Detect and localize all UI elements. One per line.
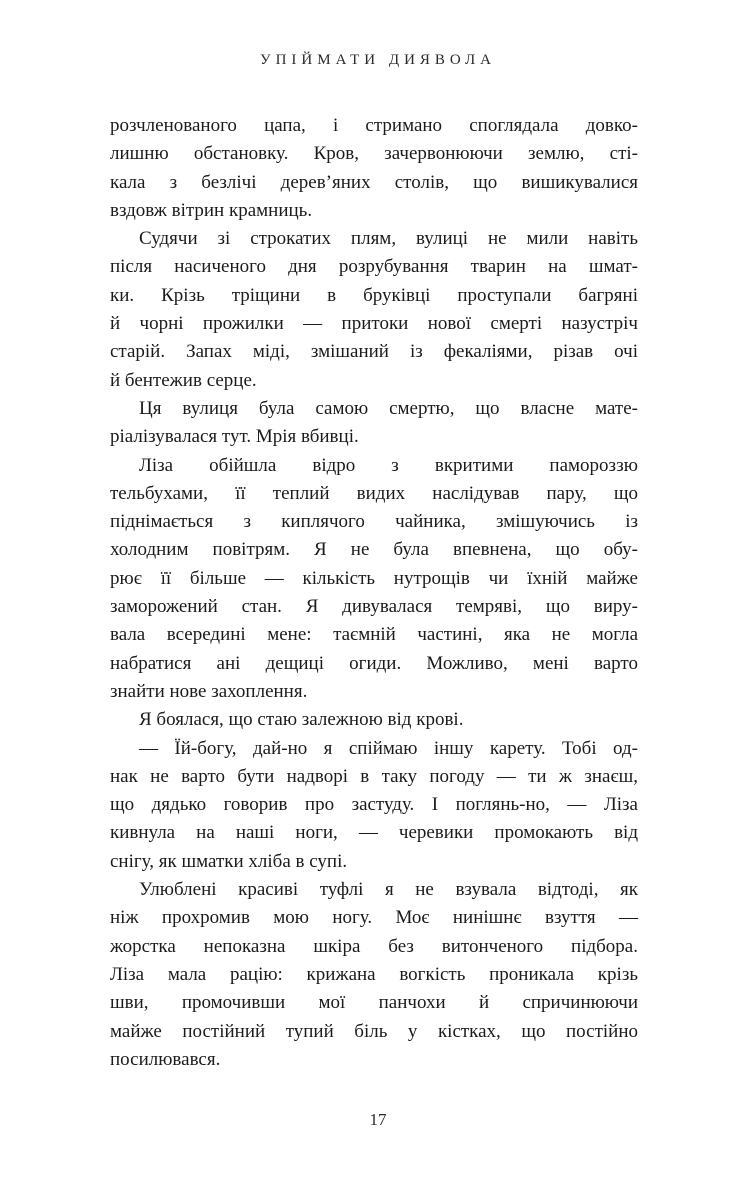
text-line: вздовж вітрин крамниць. [110,199,313,221]
text-line: рює її більше — кількість нутрощів чи їхній майже [110,567,638,589]
text-line: Ліза мала рацію: крижана вогкість проникала крізь [110,963,638,985]
text-line: що дядько говорив про застуду. І поглянь-но, — Ліза [110,794,638,816]
text-line: набратися ані дещиці огиди. Можливо, мені варто [110,652,638,674]
text-line: знайти нове захоплення. [110,680,308,702]
text-line: після насиченого дня розрубування тварин на шмат- [110,256,638,278]
text-line: Судячи зі строкатих плям, вулиці не мили навіть [139,228,638,250]
text-line: тельбухами, її теплий видих наслідував пару, що [110,482,638,504]
text-line: ріалізувалася тут. Мрія вбивці. [110,426,359,448]
text-line: заморожений стан. Я дивувалася темряві, що виру- [110,596,638,618]
text-line: старій. Запах міді, змішаний із фекаліями, різав очі [110,341,638,363]
text-line: майже постійний тупий біль у кістках, що постійно [110,1020,638,1042]
text-line: Ця вулиця була самою смертю, що власне мате- [139,397,638,419]
text-line: — Їй-богу, дай-но я спіймаю іншу карету. Тобі од- [139,737,638,759]
text-line: й бентежив серце. [110,369,257,391]
text-line: кивнула на наші ноги, — черевики промокають від [110,822,638,844]
text-line: шви, промочивши мої панчохи й спричинюючи [110,992,638,1014]
text-line: нак не варто бути надворі в таку погоду — ти ж знаєш, [110,765,638,787]
page-number: 17 [369,1110,387,1129]
text-line: вала всередині мене: таємній частині, яка не могла [110,624,638,646]
text-line: розчленованого цапа, і стримано споглядала довко- [110,115,638,136]
text-line: піднімається з киплячого чайника, змішуючись із [110,511,638,533]
text-line: й чорні прожилки — притоки нової смерті назустріч [110,313,638,335]
text-line: ніж прохромив мою ногу. Моє нинішнє взуття — [110,907,638,929]
running-header: УПІЙМАТИ ДИЯВОЛА [259,52,497,68]
text-line: кала з безлічі дерев’яних столів, що вишикувалися [110,171,638,193]
text-line: снігу, як шматки хліба в супі. [110,850,348,872]
text-line: Ліза обійшла відро з вкритими памороззю [139,454,638,476]
text-line: ки. Крізь тріщини в бруківці проступали багряні [110,284,638,306]
text-line: Улюблені красиві туфлі я не взувала відтоді, як [139,879,638,901]
text-line: посилювався. [110,1048,221,1070]
text-line: жорстка непоказна шкіра без витонченого підбора. [110,935,638,957]
body-text [110,112,638,1074]
text-line: лишню обстановку. Кров, зачервонюючи землю, сті- [110,143,638,165]
text-line: Я боялася, що стаю залежною від крові. [139,709,464,731]
text-line: холодним повітрям. Я не була впевнена, що обу- [110,539,638,561]
